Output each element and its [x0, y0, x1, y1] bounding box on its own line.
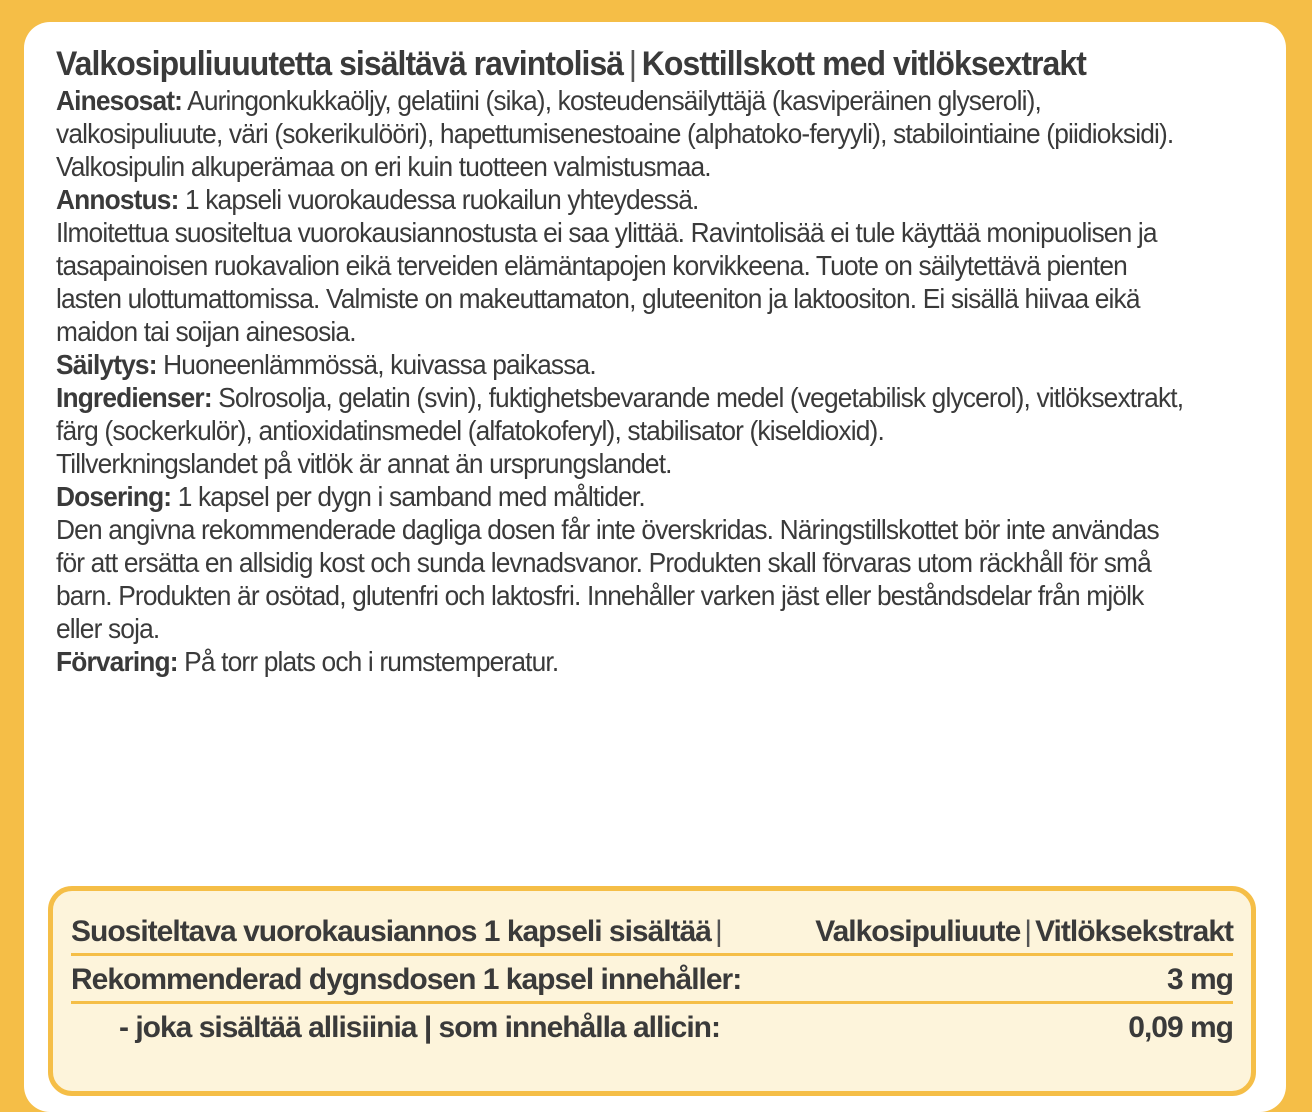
- fi-dosage-label: Annostus:: [56, 184, 179, 215]
- nutrition-row-dose-label: Rekommenderad dygnsdosen 1 kapsel innehåller:: [71, 963, 742, 996]
- nutrition-row-allicin-value: 0,09 mg: [1128, 1011, 1233, 1044]
- title-sv: Kosttillskott med vitlöksextrakt: [641, 45, 1086, 83]
- sv-storage-text: På torr plats och i rumstemperatur.: [184, 646, 559, 677]
- label-text: [56, 44, 1193, 678]
- sv-dosage-label: Dosering:: [56, 481, 172, 512]
- fi-ingredients-text: Auringonkukkaöljy, gelatiini (sika), kosteudensäilyttäjä (kasviperäinen glyseroli), valkosipuliuute, väri (sokerikulööri), hapettumisenestoaine (alphatoko-feryyli), stabilointiaine (piidioksidi).: [56, 85, 1174, 149]
- product-title: [56, 44, 1193, 84]
- sv-origin: Tillverkningslandet på vitlök är annat än ursprungslandet.: [56, 448, 672, 479]
- sv-storage: [56, 645, 1193, 678]
- nutrition-row-allicin-label: - joka sisältää allisiinia | som innehålla allicin:: [119, 1011, 720, 1044]
- fi-dosage: [56, 183, 1193, 216]
- fi-storage-label: Säilytys:: [56, 349, 157, 380]
- sv-ingredients: [56, 381, 1193, 447]
- product-label: [24, 22, 1286, 1112]
- sv-dosage: [56, 480, 1193, 513]
- fi-ingredients-label: Ainesosat:: [56, 85, 183, 116]
- fi-storage: [56, 348, 1193, 381]
- title-separator: |: [628, 45, 637, 83]
- sv-dosage-text: 1 kapsel per dygn i samband med måltider.: [177, 481, 645, 512]
- fi-warning: Ilmoitettua suositeltua vuorokausiannostusta ei saa ylittää. Ravintolisää ei tule käyttää monipuolisen ja tasapainoisen ruokavalion eikä terveiden elämäntapojen korvikkeena. Tuote on säilytettävä pienten lasten ulottumattomissa. Valmiste on makeuttamaton, gluteeniton ja laktoositon. Ei sisällä hiivaa eikä maidon tai soijan ainesosia.: [56, 217, 1157, 347]
- nutrition-row-allicin: [71, 1005, 1233, 1049]
- nutrition-header-label: Suositeltava vuorokausiannos 1 kapseli sisältää |: [71, 915, 722, 948]
- title-fi: Valkosipuliuuutetta sisältävä ravintolisä: [56, 45, 624, 83]
- fi-ingredients: [56, 84, 1193, 150]
- fi-origin: Valkosipulin alkuperämaa on eri kuin tuotteen valmistusmaa.: [56, 151, 711, 182]
- nutrition-table: [48, 886, 1256, 1096]
- nutrition-row-dose-value: 3 mg: [1166, 963, 1233, 996]
- column-fi: Valkosipuliuute: [815, 915, 1021, 948]
- nutrition-header-columns: [815, 915, 1233, 949]
- column-separator: |: [1024, 915, 1032, 948]
- fi-storage-text: Huoneenlämmössä, kuivassa paikassa.: [163, 349, 596, 380]
- sv-ingredients-text: Solrosolja, gelatin (svin), fuktighetsbevarande medel (vegetabilisk glycerol), vitlöksextrakt, färg (sockerkulör), antioxidatinsmedel (alfatokoferyl), stabilisator (kiseldioxid).: [56, 382, 1184, 446]
- fi-dosage-text: 1 kapseli vuorokaudessa ruokailun yhteydessä.: [184, 184, 699, 215]
- sv-ingredients-label: Ingredienser:: [56, 382, 212, 413]
- nutrition-row-dose: [71, 957, 1233, 1004]
- nutrition-header-row: [71, 909, 1233, 956]
- sv-storage-label: Förvaring:: [56, 646, 178, 677]
- sv-warning: Den angivna rekommenderade dagliga dosen får inte överskridas. Näringstillskottet bör inte användas för att ersätta en allsidig kost och sunda levnadsvanor. Produkten skall förvaras utom räckhåll för små barn. Produkten är osötad, glutenfri och laktosfri. Innehåller varken jäst eller beståndsdelar från mjölk eller soja.: [56, 514, 1159, 644]
- column-sv: Vitlöksekstrakt: [1035, 915, 1233, 948]
